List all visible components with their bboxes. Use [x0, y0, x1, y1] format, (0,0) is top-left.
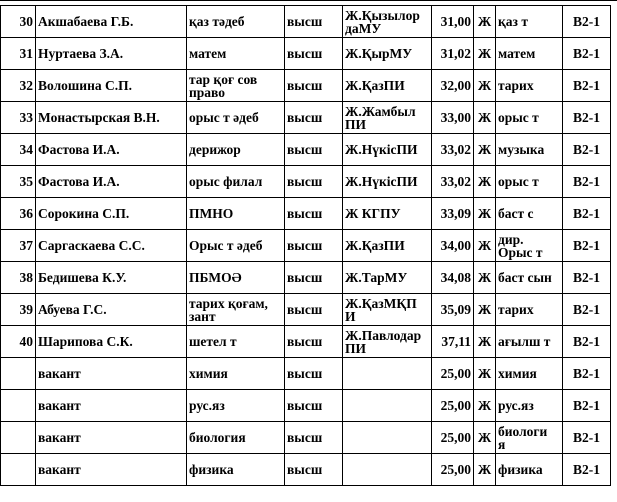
specialty-cell[interactable]: ағылш т [496, 326, 563, 358]
gender-cell[interactable]: Ж [474, 166, 496, 198]
education-cell[interactable]: высш [285, 390, 343, 422]
university-cell[interactable]: Ж.НүкісПИ [343, 166, 432, 198]
table-row [1, 262, 611, 294]
education-cell[interactable]: высш [285, 198, 343, 230]
specialty-cell[interactable]: музыка [496, 134, 563, 166]
row-number-cell[interactable]: 37 [1, 230, 36, 262]
education-cell[interactable]: высш [285, 166, 343, 198]
university-cell[interactable] [343, 358, 432, 390]
specialty-cell[interactable]: матем [496, 38, 563, 70]
category-cell[interactable]: B2-1 [563, 294, 611, 326]
gender-cell[interactable]: Ж [474, 38, 496, 70]
gender-cell[interactable]: Ж [474, 326, 496, 358]
education-cell[interactable]: высш [285, 294, 343, 326]
university-cell[interactable] [343, 390, 432, 422]
education-cell[interactable]: высш [285, 134, 343, 166]
subject-cell[interactable]: орыс т әдеб [187, 102, 285, 134]
education-cell[interactable]: высш [285, 38, 343, 70]
row-number-cell[interactable]: 32 [1, 70, 36, 102]
category-cell[interactable]: B2-1 [563, 166, 611, 198]
education-cell[interactable]: высш [285, 358, 343, 390]
specialty-cell[interactable]: тарих [496, 70, 563, 102]
specialty-cell[interactable]: орыс т [496, 102, 563, 134]
category-cell[interactable]: B2-1 [563, 134, 611, 166]
university-cell[interactable]: Ж.ТарМУ [343, 262, 432, 294]
row-number-cell[interactable]: 38 [1, 262, 36, 294]
category-cell[interactable]: B2-1 [563, 358, 611, 390]
score-cell[interactable]: 25,00 [432, 390, 474, 422]
table-row [1, 294, 611, 326]
gender-cell[interactable]: Ж [474, 262, 496, 294]
gender-cell[interactable]: Ж [474, 358, 496, 390]
specialty-cell[interactable]: баст с [496, 198, 563, 230]
education-cell[interactable]: высш [285, 454, 343, 486]
row-number-cell[interactable]: 34 [1, 134, 36, 166]
score-cell[interactable]: 25,00 [432, 454, 474, 486]
gender-cell[interactable]: Ж [474, 294, 496, 326]
row-number-cell[interactable] [1, 390, 36, 422]
name-cell[interactable]: Бедишева К.У. [36, 262, 187, 294]
gender-cell[interactable]: Ж [474, 422, 496, 454]
category-cell[interactable]: B2-1 [563, 102, 611, 134]
table-row [1, 422, 611, 454]
university-cell[interactable]: Ж.Қызылор даМУ [343, 6, 432, 38]
row-number-cell[interactable]: 33 [1, 102, 36, 134]
subject-cell[interactable]: дерижор [187, 134, 285, 166]
subject-cell[interactable]: тар қоғ сов право [187, 70, 285, 102]
table-row [1, 454, 611, 486]
score-cell[interactable]: 33,00 [432, 102, 474, 134]
category-cell[interactable]: B2-1 [563, 422, 611, 454]
subject-cell[interactable]: орыс филал [187, 166, 285, 198]
subject-cell[interactable]: шетел т [187, 326, 285, 358]
specialty-cell[interactable]: дир. Орыс т [496, 230, 563, 262]
score-cell[interactable]: 31,00 [432, 6, 474, 38]
subject-cell[interactable]: қаз тәдеб [187, 6, 285, 38]
gender-cell[interactable]: Ж [474, 70, 496, 102]
specialty-cell[interactable]: химия [496, 358, 563, 390]
table-row [1, 38, 611, 70]
subject-cell[interactable]: рус.яз [187, 390, 285, 422]
gender-cell[interactable]: Ж [474, 454, 496, 486]
subject-cell[interactable]: биология [187, 422, 285, 454]
score-cell[interactable]: 32,00 [432, 70, 474, 102]
specialty-cell[interactable]: баст сын [496, 262, 563, 294]
specialty-cell[interactable]: қаз т [496, 6, 563, 38]
category-cell[interactable]: B2-1 [563, 198, 611, 230]
score-cell[interactable]: 33,02 [432, 134, 474, 166]
top-border [0, 0, 617, 4]
score-cell[interactable]: 37,11 [432, 326, 474, 358]
subject-cell[interactable]: тарих қоғам, зант [187, 294, 285, 326]
score-cell[interactable]: 33,09 [432, 198, 474, 230]
education-cell[interactable]: высш [285, 70, 343, 102]
subject-cell[interactable]: ПБМОӘ [187, 262, 285, 294]
education-cell[interactable]: высш [285, 326, 343, 358]
row-number-cell[interactable]: 36 [1, 198, 36, 230]
row-number-cell[interactable] [1, 358, 36, 390]
score-cell[interactable]: 34,08 [432, 262, 474, 294]
name-cell[interactable]: Абуева Г.С. [36, 294, 187, 326]
table-row [1, 166, 611, 198]
gender-cell[interactable]: Ж [474, 198, 496, 230]
name-cell[interactable]: вакант [36, 390, 187, 422]
specialty-cell[interactable]: рус.яз [496, 390, 563, 422]
name-cell[interactable]: вакант [36, 454, 187, 486]
name-cell[interactable]: Фастова И.А. [36, 134, 187, 166]
category-cell[interactable]: B2-1 [563, 326, 611, 358]
name-cell[interactable]: вакант [36, 358, 187, 390]
university-cell[interactable]: Ж.НүкісПИ [343, 134, 432, 166]
category-cell[interactable]: B2-1 [563, 390, 611, 422]
university-cell[interactable]: Ж.ҚазМҚП И [343, 294, 432, 326]
education-cell[interactable]: высш [285, 6, 343, 38]
score-cell[interactable]: 34,00 [432, 230, 474, 262]
subject-cell[interactable]: ПМНО [187, 198, 285, 230]
specialty-cell[interactable]: биологи я [496, 422, 563, 454]
gender-cell[interactable]: Ж [474, 6, 496, 38]
table-row [1, 198, 611, 230]
table-row [1, 6, 611, 38]
university-cell[interactable]: Ж.Жамбыл ПИ [343, 102, 432, 134]
table-row [1, 390, 611, 422]
education-cell[interactable]: высш [285, 262, 343, 294]
table-body [1, 6, 611, 486]
specialty-cell[interactable]: физика [496, 454, 563, 486]
row-number-cell[interactable]: 40 [1, 326, 36, 358]
education-cell[interactable]: высш [285, 422, 343, 454]
row-number-cell[interactable]: 35 [1, 166, 36, 198]
name-cell[interactable]: Саргаскаева С.С. [36, 230, 187, 262]
name-cell[interactable]: Нуртаева З.А. [36, 38, 187, 70]
specialty-cell[interactable]: тарих [496, 294, 563, 326]
name-cell[interactable]: Фастова И.А. [36, 166, 187, 198]
gender-cell[interactable]: Ж [474, 230, 496, 262]
subject-cell[interactable]: физика [187, 454, 285, 486]
row-number-cell[interactable]: 30 [1, 6, 36, 38]
row-number-cell[interactable] [1, 422, 36, 454]
university-cell[interactable]: Ж КГПУ [343, 198, 432, 230]
table-row [1, 230, 611, 262]
row-number-cell[interactable]: 39 [1, 294, 36, 326]
university-cell[interactable] [343, 422, 432, 454]
education-cell[interactable]: высш [285, 102, 343, 134]
education-cell[interactable]: высш [285, 230, 343, 262]
university-cell[interactable] [343, 454, 432, 486]
score-cell[interactable]: 25,00 [432, 422, 474, 454]
category-cell[interactable]: B2-1 [563, 38, 611, 70]
name-cell[interactable]: Монастырская В.Н. [36, 102, 187, 134]
university-cell[interactable]: Ж.ҚазПИ [343, 230, 432, 262]
table-row [1, 134, 611, 166]
university-cell[interactable]: Ж.Павлодар ПИ [343, 326, 432, 358]
score-cell[interactable]: 35,09 [432, 294, 474, 326]
table-row [1, 70, 611, 102]
gender-cell[interactable]: Ж [474, 102, 496, 134]
category-cell[interactable]: B2-1 [563, 454, 611, 486]
score-cell[interactable]: 25,00 [432, 358, 474, 390]
teacher-table [0, 5, 611, 486]
name-cell[interactable]: вакант [36, 422, 187, 454]
gender-cell[interactable]: Ж [474, 390, 496, 422]
name-cell[interactable]: Шарипова С.К. [36, 326, 187, 358]
university-cell[interactable]: Ж.ҚазПИ [343, 70, 432, 102]
subject-cell[interactable]: химия [187, 358, 285, 390]
category-cell[interactable]: B2-1 [563, 262, 611, 294]
name-cell[interactable]: Волошина С.П. [36, 70, 187, 102]
score-cell[interactable]: 31,02 [432, 38, 474, 70]
name-cell[interactable]: Сорокина С.П. [36, 198, 187, 230]
category-cell[interactable]: B2-1 [563, 230, 611, 262]
table-row [1, 358, 611, 390]
subject-cell[interactable]: матем [187, 38, 285, 70]
row-number-cell[interactable] [1, 454, 36, 486]
category-cell[interactable]: B2-1 [563, 6, 611, 38]
table-row [1, 102, 611, 134]
category-cell[interactable]: B2-1 [563, 70, 611, 102]
row-number-cell[interactable]: 31 [1, 38, 36, 70]
subject-cell[interactable]: Орыс т әдеб [187, 230, 285, 262]
gender-cell[interactable]: Ж [474, 134, 496, 166]
specialty-cell[interactable]: орыс т [496, 166, 563, 198]
university-cell[interactable]: Ж.ҚырМУ [343, 38, 432, 70]
score-cell[interactable]: 33,02 [432, 166, 474, 198]
table-row [1, 326, 611, 358]
name-cell[interactable]: Акшабаева Г.Б. [36, 6, 187, 38]
